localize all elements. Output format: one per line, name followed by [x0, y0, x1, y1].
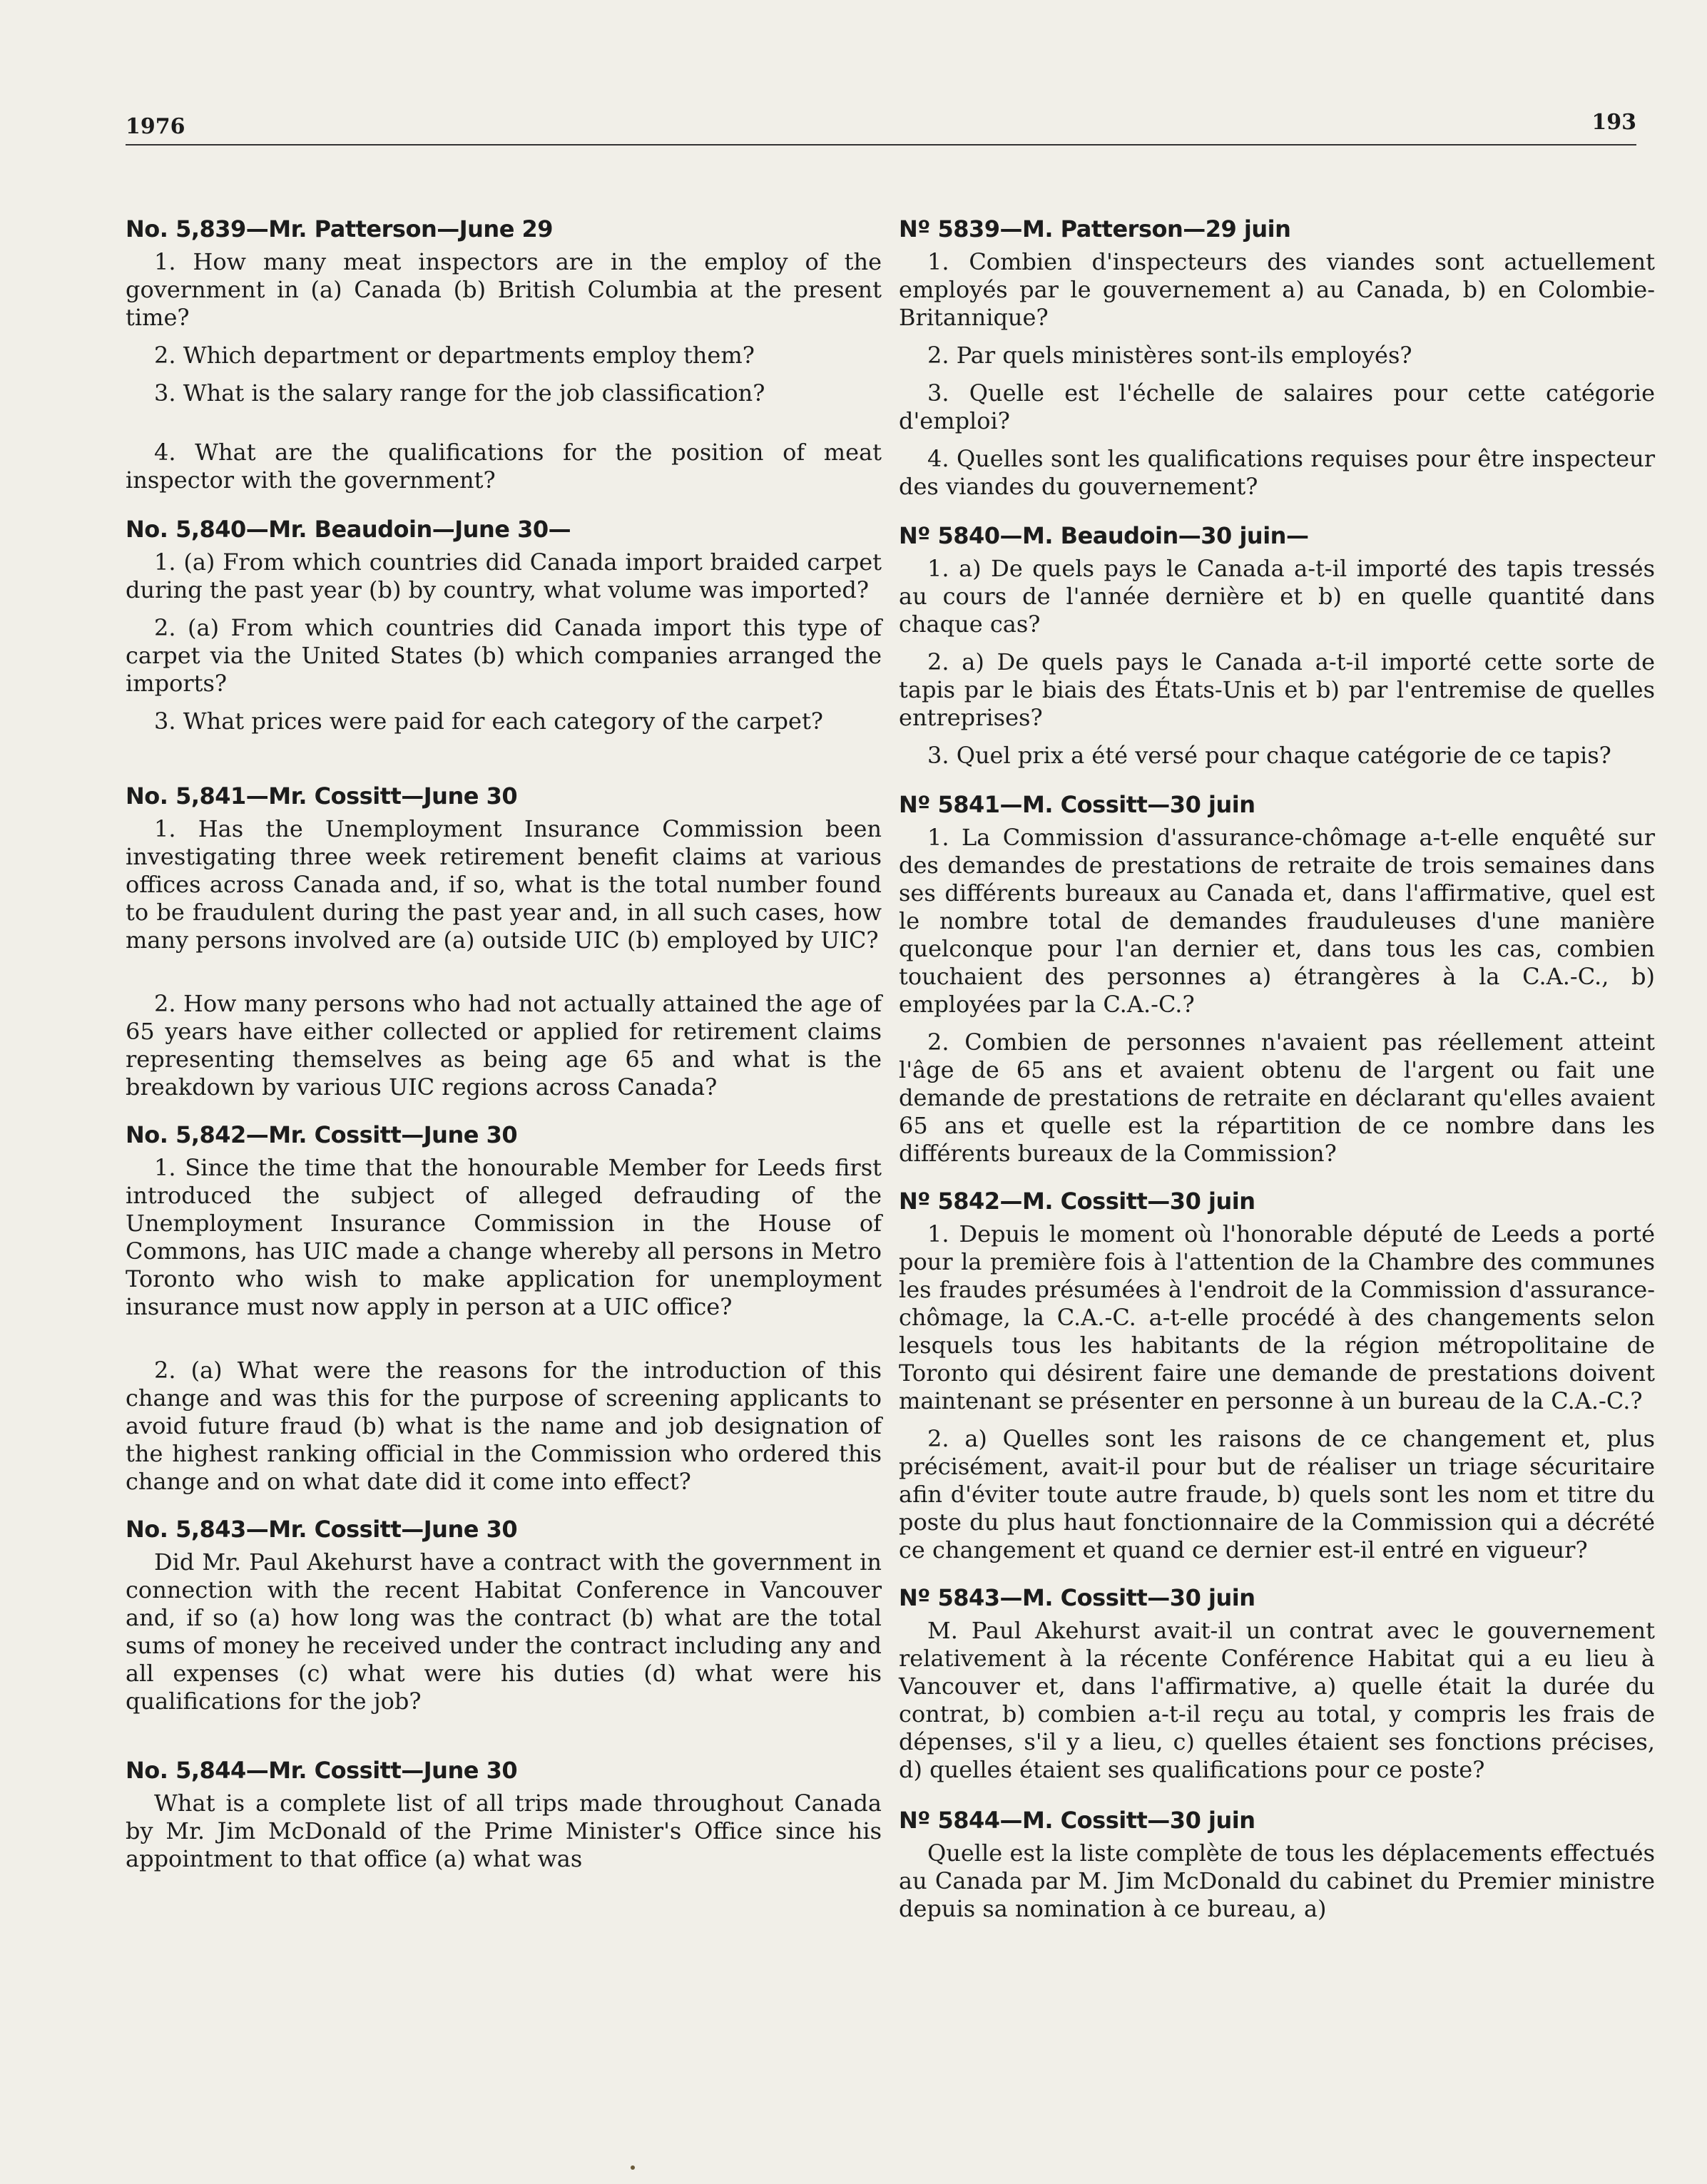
- question-heading: No. 5,839—Mr. Patterson—June 29: [126, 215, 554, 243]
- ink-speck: [631, 2165, 635, 2170]
- question-paragraph: 1. How many meat inspectors are in the employ of the government in (a) Canada (b) British Columbia at the present time?: [126, 248, 882, 331]
- question-heading: Nº 5839—M. Patterson—29 juin: [899, 215, 1291, 243]
- question-heading: No. 5,840—Mr. Beaudoin—June 30—: [126, 516, 571, 543]
- question-paragraph: 1. Since the time that the honourable Member for Leeds first introduced the subject of alleged defrauding of the Unemployment Insurance Commission in the House of Commons, has UIC made a change whereby all persons in Metro Toronto who wish to make application for unemployment insurance must now apply in person at a UIC office?: [126, 1154, 882, 1320]
- english-column: [126, 214, 882, 1883]
- question-entry: [899, 790, 1655, 1168]
- question-entry: [126, 1514, 882, 1715]
- question-paragraph: 4. What are the qualifications for the position of meat inspector with the government?: [126, 439, 882, 494]
- question-paragraph: 1. Combien d'inspecteurs des viandes sont actuellement employés par le gouvernement a) au Canada, b) en Colombie-Britannique?: [899, 248, 1655, 331]
- question-entry: [899, 1583, 1655, 1784]
- question-entry: [126, 781, 882, 1101]
- question-paragraph: Did Mr. Paul Akehurst have a contract with the government in connection with the recent Habitat Conference in Vancouver and, if so (a) how long was the contract (b) what are the total sums of money he received under the contract including any and all expenses (c) what were his duties (d) what were his qualifications for the job?: [126, 1548, 882, 1715]
- question-paragraph: 2. (a) From which countries did Canada import this type of carpet via the United States (b) which companies arranged the imports?: [126, 614, 882, 697]
- question-entry: [899, 1805, 1655, 1923]
- question-paragraph: 2. Par quels ministères sont-ils employés?: [927, 342, 1412, 369]
- question-heading: Nº 5844—M. Cossitt—30 juin: [899, 1807, 1255, 1834]
- question-paragraph: 2. (a) What were the reasons for the introduction of this change and was this for the purpose of screening applicants to avoid future fraud (b) what is the name and job designation of the highest ranking official in the Commission who ordered this change and on what date did it come into effect?: [126, 1357, 882, 1495]
- question-paragraph: 3. Quelle est l'échelle de salaires pour cette catégorie d'emploi?: [899, 379, 1655, 434]
- question-paragraph: 3. What is the salary range for the job classification?: [154, 379, 765, 407]
- year: 1976: [126, 114, 185, 139]
- question-entry: [899, 214, 1655, 501]
- question-paragraph: 4. Quelles sont les qualifications requises pour être inspecteur des viandes du gouvernement?: [899, 445, 1655, 500]
- question-entry: [126, 1120, 882, 1496]
- question-paragraph: 2. a) Quelles sont les raisons de ce changement et, plus précisément, avait-il pour but de réaliser un triage sécuritaire afin d'éviter toute autre fraude, b) quels sont les nom et titre du poste du plus haut fonctionnaire de la Commission qui a décrété ce changement et quand ce dernier est-il entré en vigueur?: [899, 1425, 1655, 1563]
- french-column: [899, 214, 1655, 1933]
- question-heading: Nº 5840—M. Beaudoin—30 juin—: [899, 522, 1309, 549]
- question-heading: Nº 5842—M. Cossitt—30 juin: [899, 1188, 1255, 1215]
- question-entry: [126, 1755, 882, 1873]
- question-paragraph: 1. La Commission d'assurance-chômage a-t-elle enquêté sur des demandes de prestations de retraite de trois semaines dans ses différents bureaux au Canada et, dans l'affirmative, quel est le nombre total de demandes frauduleuses d'une manière quelconque pour l'an dernier et, dans tous les cas, combien touchaient des personnes a) étrangères à la C.A.-C., b) employées par la C.A.-C.?: [899, 824, 1655, 1018]
- question-heading: Nº 5841—M. Cossitt—30 juin: [899, 791, 1255, 818]
- question-paragraph: 2. a) De quels pays le Canada a-t-il importé cette sorte de tapis par le biais des États-Unis et b) par l'entremise de quelles entreprises?: [899, 648, 1655, 731]
- question-heading: No. 5,842—Mr. Cossitt—June 30: [126, 1121, 518, 1148]
- question-paragraph: 1. Has the Unemployment Insurance Commission been investigating three week retirement benefit claims at various offices across Canada and, if so, what is the total number found to be fraudulent during the past year and, in all such cases, how many persons involved are (a) outside UIC (b) employed by UIC?: [126, 815, 882, 954]
- question-paragraph: 3. Quel prix a été versé pour chaque catégorie de ce tapis?: [927, 742, 1611, 769]
- question-paragraph: 1. a) De quels pays le Canada a-t-il importé des tapis tressés au cours de l'année dernière et b) en quelle quantité dans chaque cas?: [899, 555, 1655, 638]
- page-header: [126, 104, 1636, 146]
- question-paragraph: 3. What prices were paid for each category of the carpet?: [154, 708, 823, 735]
- question-entry: [899, 1186, 1655, 1564]
- question-heading: Nº 5843—M. Cossitt—30 juin: [899, 1584, 1255, 1611]
- question-entry: [899, 521, 1655, 770]
- question-paragraph: 2. How many persons who had not actually attained the age of 65 years have either collected or applied for retirement claims representing themselves as being age 65 and what is the breakdown by various UIC regions across Canada?: [126, 990, 882, 1101]
- question-paragraph: 2. Which department or departments employ them?: [154, 342, 755, 369]
- question-paragraph: 1. Depuis le moment où l'honorable député de Leeds a porté pour la première fois à l'attention de la Chambre des communes les fraudes présumées à l'endroit de la Commission d'assurance-chômage, la C.A.-C. a-t-elle procédé à des changements selon lesquels tous les habitants de la région métropolitaine de Toronto qui désirent faire une demande de prestations doivent maintenant se présenter en personne à un bureau de la C.A.-C.?: [899, 1220, 1655, 1414]
- question-paragraph: Quelle est la liste complète de tous les déplacements effectués au Canada par M. Jim McDonald du cabinet du Premier ministre depuis sa nomination à ce bureau, a): [899, 1839, 1655, 1922]
- question-heading: No. 5,843—Mr. Cossitt—June 30: [126, 1516, 518, 1543]
- question-heading: No. 5,841—Mr. Cossitt—June 30: [126, 782, 518, 810]
- question-paragraph: 1. (a) From which countries did Canada import braided carpet during the past year (b) by country, what volume was imported?: [126, 548, 882, 603]
- question-paragraph: What is a complete list of all trips made throughout Canada by Mr. Jim McDonald of the Prime Minister's Office since his appointment to that office (a) what was: [126, 1790, 882, 1872]
- question-heading: No. 5,844—Mr. Cossitt—June 30: [126, 1757, 518, 1784]
- page-number: 193: [1591, 110, 1636, 135]
- question-paragraph: M. Paul Akehurst avait-il un contrat avec le gouvernement relativement à la récente Conférence Habitat qui a eu lieu à Vancouver et, dans l'affirmative, a) quelle était la durée du contrat, b) combien a-t-il reçu au total, y compris les frais de dépenses, s'il y a lieu, c) quelles étaient ses fonctions précises, d) quelles étaient ses qualifications pour ce poste?: [899, 1617, 1655, 1783]
- question-entry: [126, 514, 882, 735]
- question-paragraph: 2. Combien de personnes n'avaient pas réellement atteint l'âge de 65 ans et avaient obtenu de l'argent ou fait une demande de prestations de retraite en déclarant qu'elles avaient 65 ans et quelle est la répartition de ce nombre dans les différents bureaux de la Commission?: [899, 1029, 1655, 1167]
- question-entry: [126, 214, 882, 494]
